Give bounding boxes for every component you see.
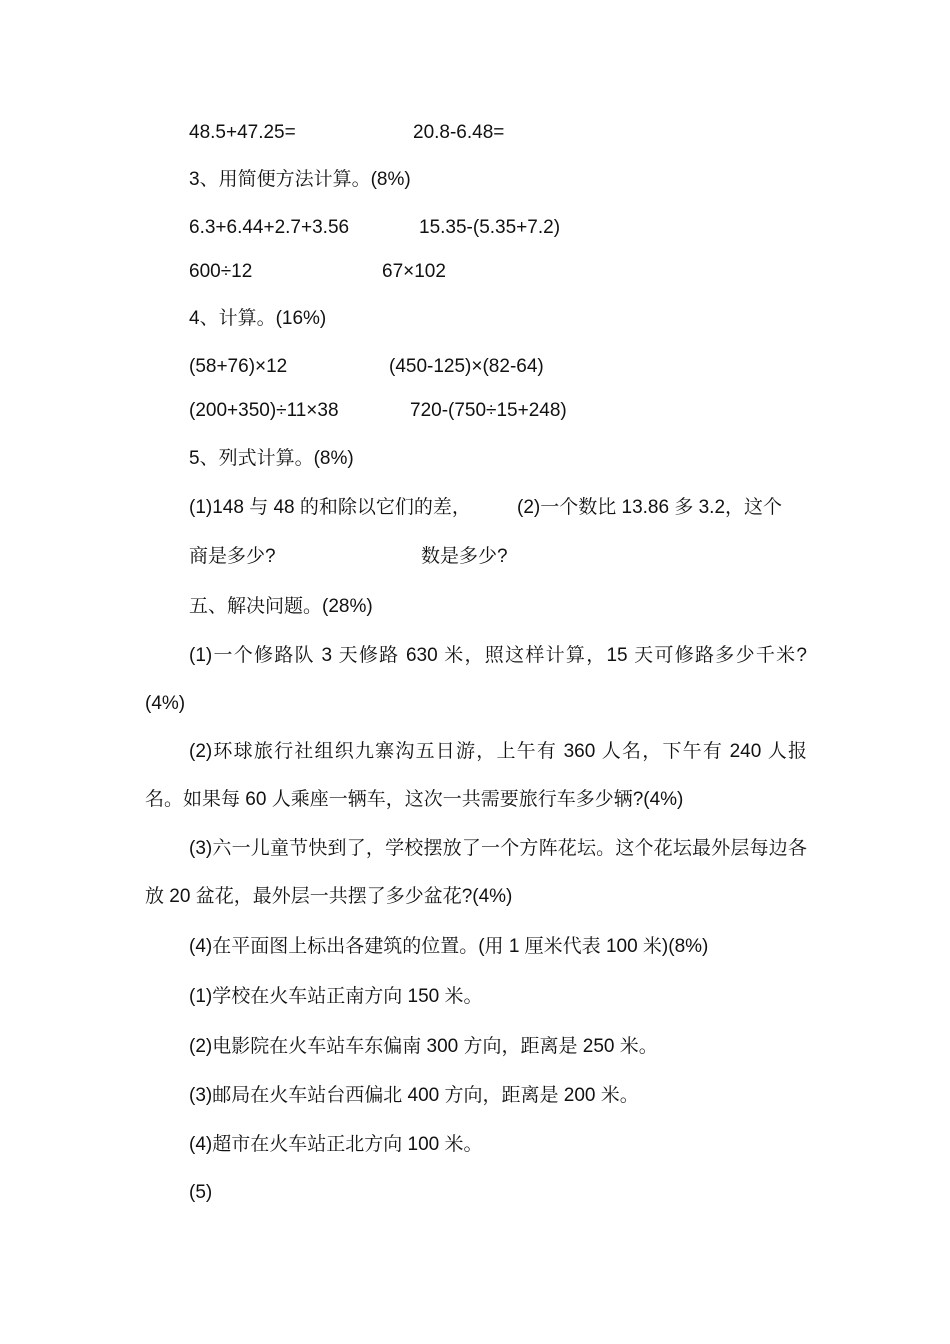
calc-item-4: 15.35-(5.35+7.2) [419, 217, 561, 238]
calc-item-8: (450-125)×(82-64) [389, 356, 544, 377]
calc-item-9: (200+350)÷11×38 [189, 400, 339, 421]
section-heading-five: 五、解决问题。(28%) [189, 596, 373, 617]
calc-item-3: 6.3+6.44+2.7+3.56 [189, 217, 350, 238]
problem-3: (3)六一儿童节快到了，学校摆放了一个方阵花坛。这个花坛最外层每边各放 20 盆花，最外层一共摆了多少盆花?(4%) [145, 838, 807, 907]
sub-item-5: (5) [189, 1182, 213, 1203]
calc-item-6: 67×102 [382, 261, 446, 282]
problem-1: (1)一个修路队 3 天修路 630 米，照这样计算，15 天可修路多少千米?(4%) [145, 645, 807, 714]
sub-item-1: (1)学校在火车站正南方向 150 米。 [189, 986, 483, 1007]
calc-item-2: 20.8-6.48= [413, 122, 505, 143]
word-problem-1-line-1: (1)148 与 48 的和除以它们的差， [189, 497, 471, 518]
section-heading-3: 3、用简便方法计算。(8%) [189, 169, 411, 190]
calc-item-5: 600÷12 [189, 261, 253, 282]
sub-item-2: (2)电影院在火车站车东偏南 300 方向，距离是 250 米。 [189, 1036, 658, 1057]
word-problem-2-line-2: 数是多少? [421, 546, 508, 567]
word-problem-2-line-1: (2)一个数比 13.86 多 3.2，这个 [517, 497, 783, 518]
calc-item-7: (58+76)×12 [189, 356, 288, 377]
section-heading-4: 4、计算。(16%) [189, 308, 327, 329]
sub-item-4: (4)超市在火车站正北方向 100 米。 [189, 1134, 483, 1155]
problem-4: (4)在平面图上标出各建筑的位置。(用 1 厘米代表 100 米)(8%) [189, 936, 709, 957]
word-problem-1-line-2: 商是多少? [189, 546, 276, 567]
sub-item-3: (3)邮局在火车站台西偏北 400 方向，距离是 200 米。 [189, 1085, 639, 1106]
problem-2: (2)环球旅行社组织九寨沟五日游，上午有 360 人名，下午有 240 人报名。如果每 60 人乘座一辆车，这次一共需要旅行车多少辆?(4%) [145, 741, 807, 810]
calc-item-1: 48.5+47.25= [189, 122, 296, 143]
calc-item-10: 720-(750÷15+248) [410, 400, 567, 421]
section-heading-5: 5、列式计算。(8%) [189, 448, 354, 469]
